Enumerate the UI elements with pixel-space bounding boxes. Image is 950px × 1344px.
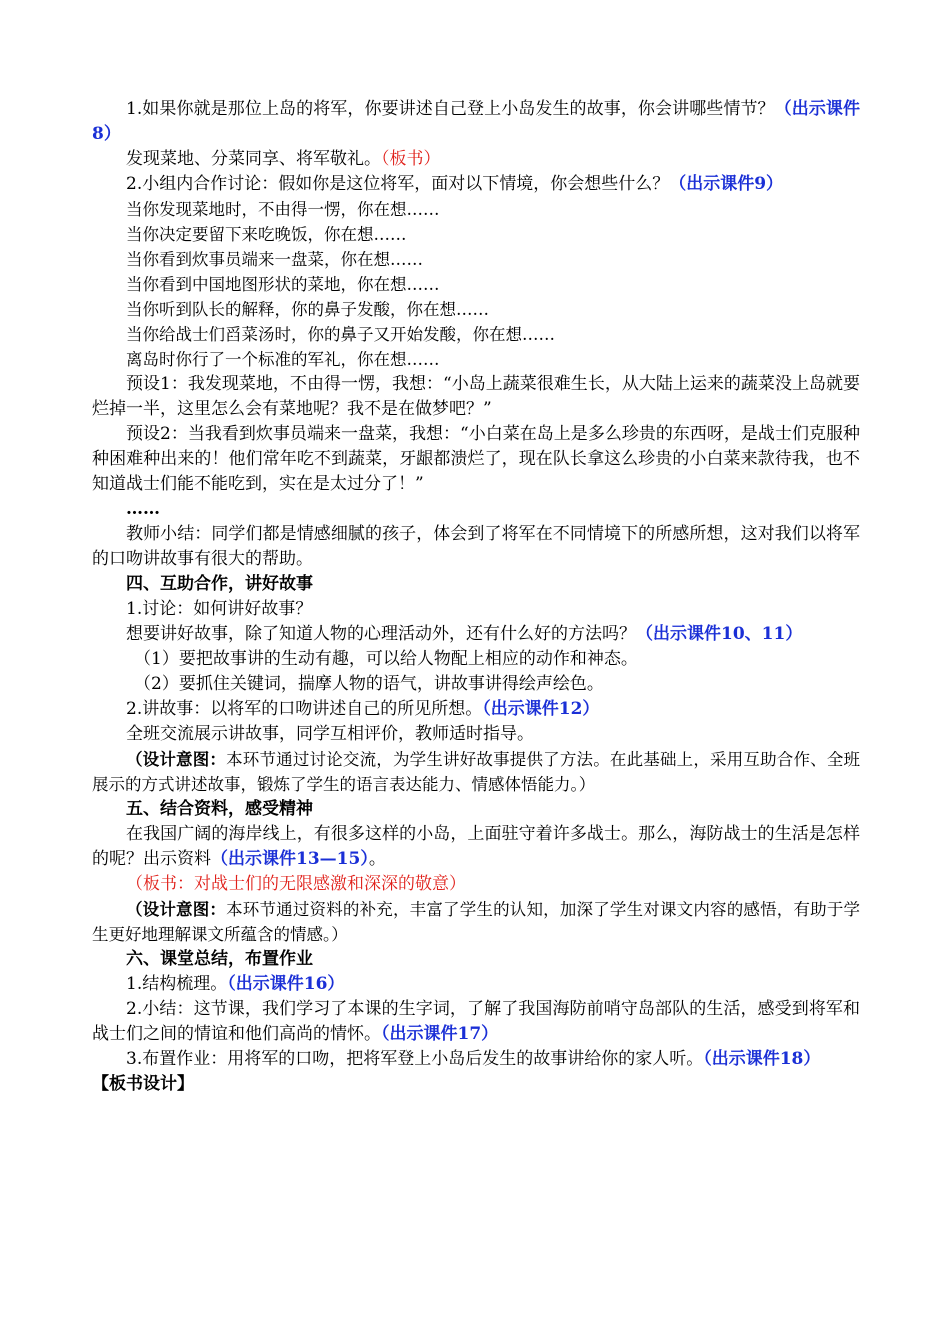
text: 发现菜地、分菜同享、将军敬礼。 bbox=[126, 149, 381, 169]
text: 1.如果你就是那位上岛的将军，你要讲述自己登上小岛发生的故事，你会讲哪些情节？ bbox=[126, 99, 775, 119]
section-heading-6: 六、课堂总结，布置作业 bbox=[126, 949, 313, 969]
design-intent-label: （设计意图： bbox=[126, 750, 227, 769]
text: 1.结构梳理。 bbox=[126, 974, 228, 994]
method-item: （2）要抓住关键词，揣摩人物的语气，讲故事讲得绘声绘色。 bbox=[134, 674, 604, 694]
board-design-heading: 【板书设计】 bbox=[92, 1074, 194, 1094]
scenario-line: 当你听到队长的解释，你的鼻子发酸，你在想…… bbox=[126, 300, 489, 319]
board-tag: （板书） bbox=[381, 149, 441, 169]
paragraph bbox=[92, 97, 860, 147]
text: 2.小组内合作讨论：假如你是这位将军，面对以下情境，你会想些什么？ bbox=[126, 174, 670, 194]
paragraph bbox=[92, 822, 860, 872]
courseware-tag: （出示课件18） bbox=[703, 1049, 821, 1069]
preset-2: 预设2：当我看到炊事员端来一盘菜，我想：“小白菜在岛上是多么珍贵的东西呀，是战士们克服种种困难种出来的！他们常年吃不到蔬菜，牙龈都溃烂了，现在队长拿这么珍贵的小白菜来款待我，也不知道战士们能不能吃到，实在是太过分了！” bbox=[92, 424, 860, 494]
board-note: （板书：对战士们的无限感激和深深的敬意） bbox=[126, 874, 466, 894]
scenario-line: 离岛时你行了一个标准的军礼，你在想…… bbox=[126, 350, 440, 369]
design-intent bbox=[92, 897, 860, 947]
ellipsis: …… bbox=[126, 499, 160, 519]
section-heading-4: 四、互助合作，讲好故事 bbox=[126, 574, 313, 594]
design-intent-label: （设计意图： bbox=[126, 900, 227, 919]
text: 在我国广阔的海岸线上，有很多这样的小岛，上面驻守着许多战士。那么，海防战士的生活是怎样的呢？出示资料 bbox=[92, 824, 860, 869]
document-body bbox=[92, 97, 860, 1097]
text: 2.讲故事：以将军的口吻讲述自己的所见所想。 bbox=[126, 699, 483, 719]
courseware-tag: （出示课件16） bbox=[227, 974, 345, 994]
paragraph bbox=[92, 1047, 860, 1072]
paragraph bbox=[92, 972, 860, 997]
teacher-summary: 教师小结：同学们都是情感细腻的孩子，体会到了将军在不同情境下的所感所想，这对我们以将军的口吻讲故事有很大的帮助。 bbox=[92, 524, 860, 569]
scenario-line: 当你发现菜地时，不由得一愣，你在想…… bbox=[126, 200, 440, 219]
text: 3.布置作业：用将军的口吻，把将军登上小岛后发生的故事讲给你的家人听。 bbox=[126, 1049, 704, 1069]
text: 2.小结：这节课，我们学习了本课的生字词，了解了我国海防前哨守岛部队的生活，感受到将军和战士们之间的情谊和他们高尚的情怀。 bbox=[92, 999, 860, 1044]
text: 本环节通过资料的补充，丰富了学生的认知，加深了学生对课文内容的感悟，有助于学生更好地理解课文所蕴含的情感。） bbox=[92, 900, 861, 944]
scenario-line: 当你看到中国地图形状的菜地，你在想…… bbox=[126, 275, 440, 294]
scenario-line: 当你看到炊事员端来一盘菜，你在想…… bbox=[126, 250, 423, 269]
preset-1: 预设1：我发现菜地，不由得一愣，我想：“小岛上蔬菜很难生长，从大陆上运来的蔬菜没上岛就要烂掉一半，这里怎么会有菜地呢？我不是在做梦吧？” bbox=[92, 374, 860, 419]
paragraph bbox=[92, 172, 860, 197]
paragraph: 全班交流展示讲故事，同学互相评价，教师适时指导。 bbox=[126, 724, 534, 744]
courseware-tag: （出示课件10、11） bbox=[636, 624, 803, 644]
courseware-tag: （出示课件8） bbox=[92, 99, 861, 144]
paragraph bbox=[92, 147, 860, 172]
courseware-tag: （出示课件12） bbox=[482, 699, 600, 719]
paragraph: 1.讨论：如何讲好故事？ bbox=[126, 599, 313, 619]
courseware-tag: （出示课件9） bbox=[669, 174, 784, 194]
method-item: （1）要把故事讲的生动有趣，可以给人物配上相应的动作和神态。 bbox=[134, 649, 638, 669]
courseware-tag: （出示课件17） bbox=[381, 1024, 499, 1044]
scenario-line: 当你给战士们舀菜汤时，你的鼻子又开始发酸，你在想…… bbox=[126, 325, 555, 344]
paragraph bbox=[92, 697, 860, 722]
paragraph bbox=[92, 997, 860, 1047]
design-intent bbox=[92, 747, 860, 797]
text: 。 bbox=[368, 849, 386, 869]
text: 本环节通过讨论交流，为学生讲好故事提供了方法。在此基础上，采用互助合作、全班展示的方式讲述故事，锻炼了学生的语言表达能力、情感体悟能力。） bbox=[92, 750, 861, 794]
section-heading-5: 五、结合资料，感受精神 bbox=[126, 799, 313, 819]
paragraph bbox=[92, 622, 860, 647]
courseware-tag: （出示课件13—15） bbox=[211, 849, 369, 869]
text: 想要讲好故事，除了知道人物的心理活动外，还有什么好的方法吗？ bbox=[126, 624, 636, 644]
scenario-line: 当你决定要留下来吃晚饭，你在想…… bbox=[126, 225, 407, 244]
